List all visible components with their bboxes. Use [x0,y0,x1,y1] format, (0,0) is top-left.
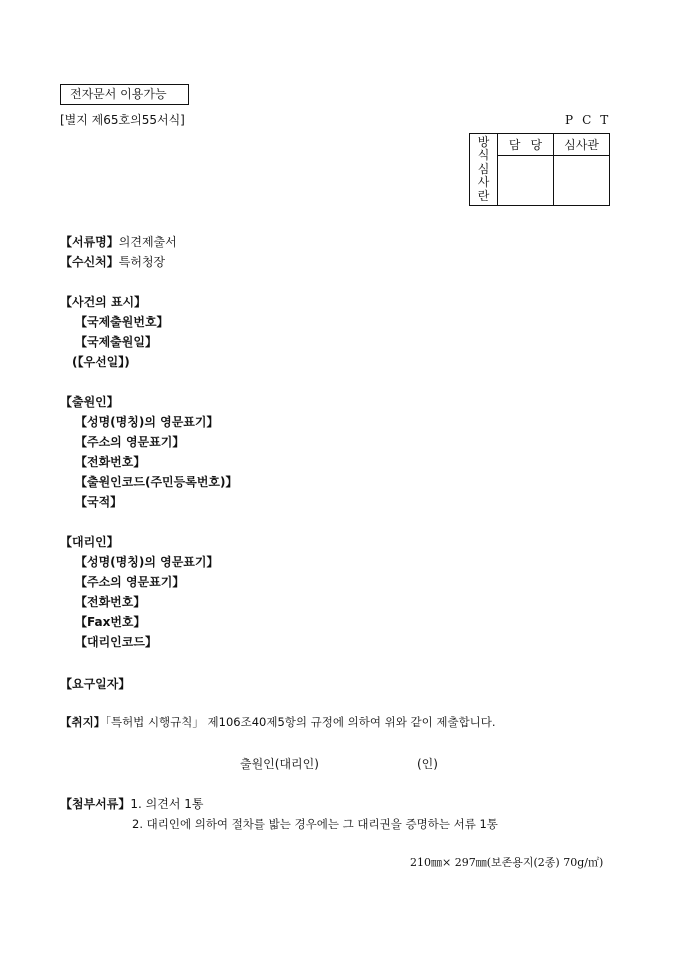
agent-name-english: 【성명(명칭)의 영문표기】 [75,555,219,569]
purpose-text: 「특허법 시행규칙」 제106조40제5항의 규정에 의하여 위와 같이 제출합니다. [105,715,496,729]
attachments-row [60,797,203,811]
applicant-code: 【출원인코드(주민등록번호)】 [75,475,238,489]
review-side-label [470,134,498,206]
agent-phone: 【전화번호】 [75,595,146,609]
review-cell-examiner [554,156,610,206]
paper-spec-footer: 210㎜× 297㎜(보존용지(2종) 70g/㎡) [410,856,604,869]
doc-name-row [60,235,177,249]
request-date-label: 【요구일자】 [60,677,131,691]
doc-name-value: 의견제출서 [118,235,177,249]
applicant-name-english: 【성명(명칭)의 영문표기】 [75,415,219,429]
agent-heading: 【대리인】 [60,535,119,549]
purpose-label: 【취지】 [60,715,106,729]
recipient-value: 특허청장 [118,255,166,269]
purpose-row [60,715,496,729]
recipient-row [60,255,165,269]
applicant-heading: 【출원인】 [60,395,119,409]
case-international-filing-date: 【국제출원일】 [75,335,157,349]
attachment-item-1: 1. 의견서 1통 [130,797,204,811]
case-priority-date: (【우선일】) [72,355,130,369]
review-col-examiner: 심사관 [554,134,610,156]
attachment-item-2: 2. 대리인에 의하여 절차를 밟는 경우에는 그 대리권을 증명하는 서류 1통 [132,817,498,831]
doc-name-label: 【서류명】 [60,235,119,249]
review-side-char: 사 [477,175,490,190]
agent-address-english: 【주소의 영문표기】 [75,575,185,589]
agent-code: 【대리인코드】 [75,635,157,649]
review-side-char: 식 [477,148,490,163]
applicant-phone: 【전화번호】 [75,455,146,469]
formality-review-table [469,133,610,206]
applicant-nationality: 【국적】 [75,495,123,509]
review-cell-in-charge [498,156,554,206]
pct-label: PCT [565,113,618,127]
review-col-in-charge: 담당 [498,134,554,156]
review-side-char: 란 [477,188,490,203]
case-international-application-number: 【국제출원번호】 [75,315,169,329]
recipient-label: 【수신처】 [60,255,119,269]
case-heading: 【사건의 표시】 [60,295,147,309]
review-side-char: 방 [477,134,490,149]
applicant-address-english: 【주소의 영문표기】 [75,435,185,449]
signature-applicant: 출원인(대리인) [240,757,319,771]
review-side-char: 심 [477,161,490,176]
attachments-label: 【첨부서류】 [60,797,131,811]
agent-fax: 【Fax번호】 [75,615,146,629]
signature-seal: (인) [417,757,438,771]
form-number: [별지 제65호의55서식] [60,113,185,127]
electronic-document-available-box: 전자문서 이용가능 [60,84,189,105]
